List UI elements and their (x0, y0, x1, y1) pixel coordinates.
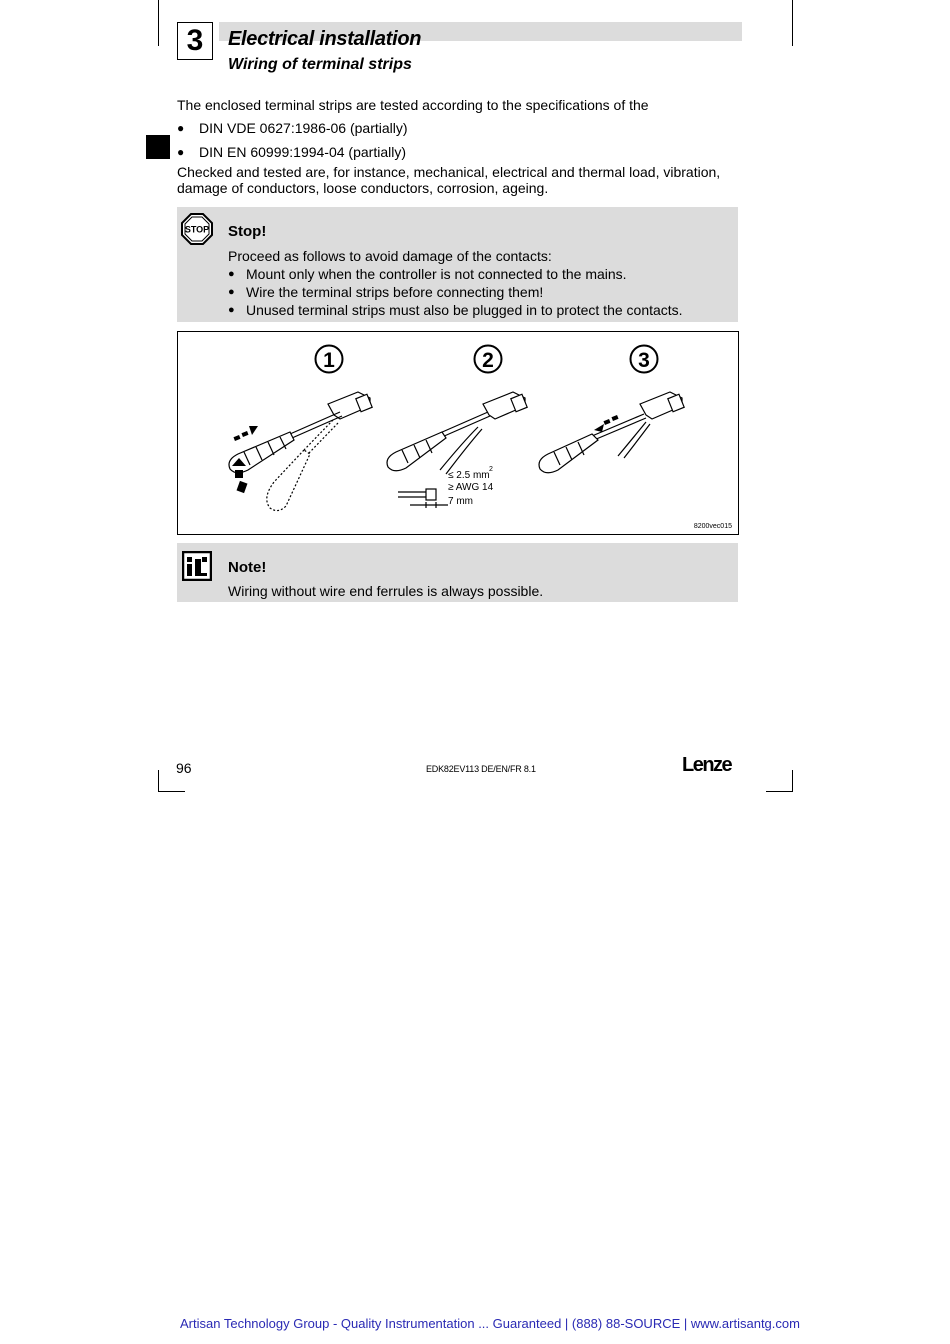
chapter-number: 3 (177, 22, 213, 60)
crop-mark (792, 770, 793, 792)
svg-text:1: 1 (323, 349, 335, 372)
stop-lead: Proceed as follows to avoid damage of the contacts: (228, 248, 552, 264)
crop-mark (792, 0, 793, 46)
stop-sign-icon (181, 213, 213, 245)
crop-mark (766, 791, 793, 792)
step-marker (475, 346, 502, 373)
bullet-icon: ● (228, 304, 235, 316)
wiring-figure (177, 331, 739, 535)
wiring-illustration (178, 332, 738, 534)
margin-marker (146, 135, 170, 159)
stop-title: Stop! (228, 223, 267, 240)
cross-section-exponent: 2 (489, 466, 493, 473)
step-marker (316, 346, 343, 373)
info-icon (182, 551, 212, 581)
figure-id: 8200vec015 (693, 523, 732, 530)
note-box (177, 543, 738, 602)
intro-text: The enclosed terminal strips are tested according to the specifications of the (177, 97, 649, 113)
bullet-icon: ● (177, 145, 185, 159)
lenze-logo: Lenze (682, 754, 732, 776)
screwdriver-step-3 (539, 392, 684, 473)
strip-length-spec: 7 mm (448, 496, 473, 507)
watermark-text[interactable]: Artisan Technology Group - Quality Instrumentation ... Guaranteed | (888) 88-SOURCE | www.artisantg.com (180, 1316, 800, 1331)
svg-text:2: 2 (482, 349, 494, 372)
bullet-icon: ● (228, 286, 235, 298)
crop-mark (158, 791, 185, 792)
page-number: 96 (176, 760, 192, 776)
crop-mark (158, 770, 159, 792)
note-text: Wiring without wire end ferrules is always possible. (228, 583, 544, 599)
bullet-icon: ● (177, 121, 185, 135)
bullet-icon: ● (228, 268, 235, 280)
checked-text: Checked and tested are, for instance, mechanical, electrical and thermal load, vibration, damage of conductors, loose conductors, corrosion, ageing. (177, 164, 721, 196)
svg-text:3: 3 (638, 349, 650, 372)
page-title: Electrical installation (228, 28, 422, 50)
document-id: EDK82EV113 DE/EN/FR 8.1 (426, 764, 536, 774)
page-subtitle: Wiring of terminal strips (228, 56, 412, 73)
note-title: Note! (228, 559, 267, 576)
spec-item: DIN EN 60999:1994-04 (partially) (199, 144, 406, 160)
svg-text:STOP: STOP (184, 224, 210, 235)
stop-box: STOP Stop! Proceed as follows to avoid damage of the contacts: ● Mount only when the controller is not connected to the mains. ● Wire the terminal strips before connecting them! ● Unused terminal strips must also be plugged in to protect the contacts. (177, 207, 738, 322)
crop-mark (158, 0, 159, 46)
step-marker (631, 346, 658, 373)
awg-spec: ≥ AWG 14 (448, 482, 494, 493)
screwdriver-step-1 (229, 392, 372, 511)
spec-item: DIN VDE 0627:1986-06 (partially) (199, 120, 408, 136)
cross-section-spec: ≤ 2.5 mm (448, 470, 490, 481)
